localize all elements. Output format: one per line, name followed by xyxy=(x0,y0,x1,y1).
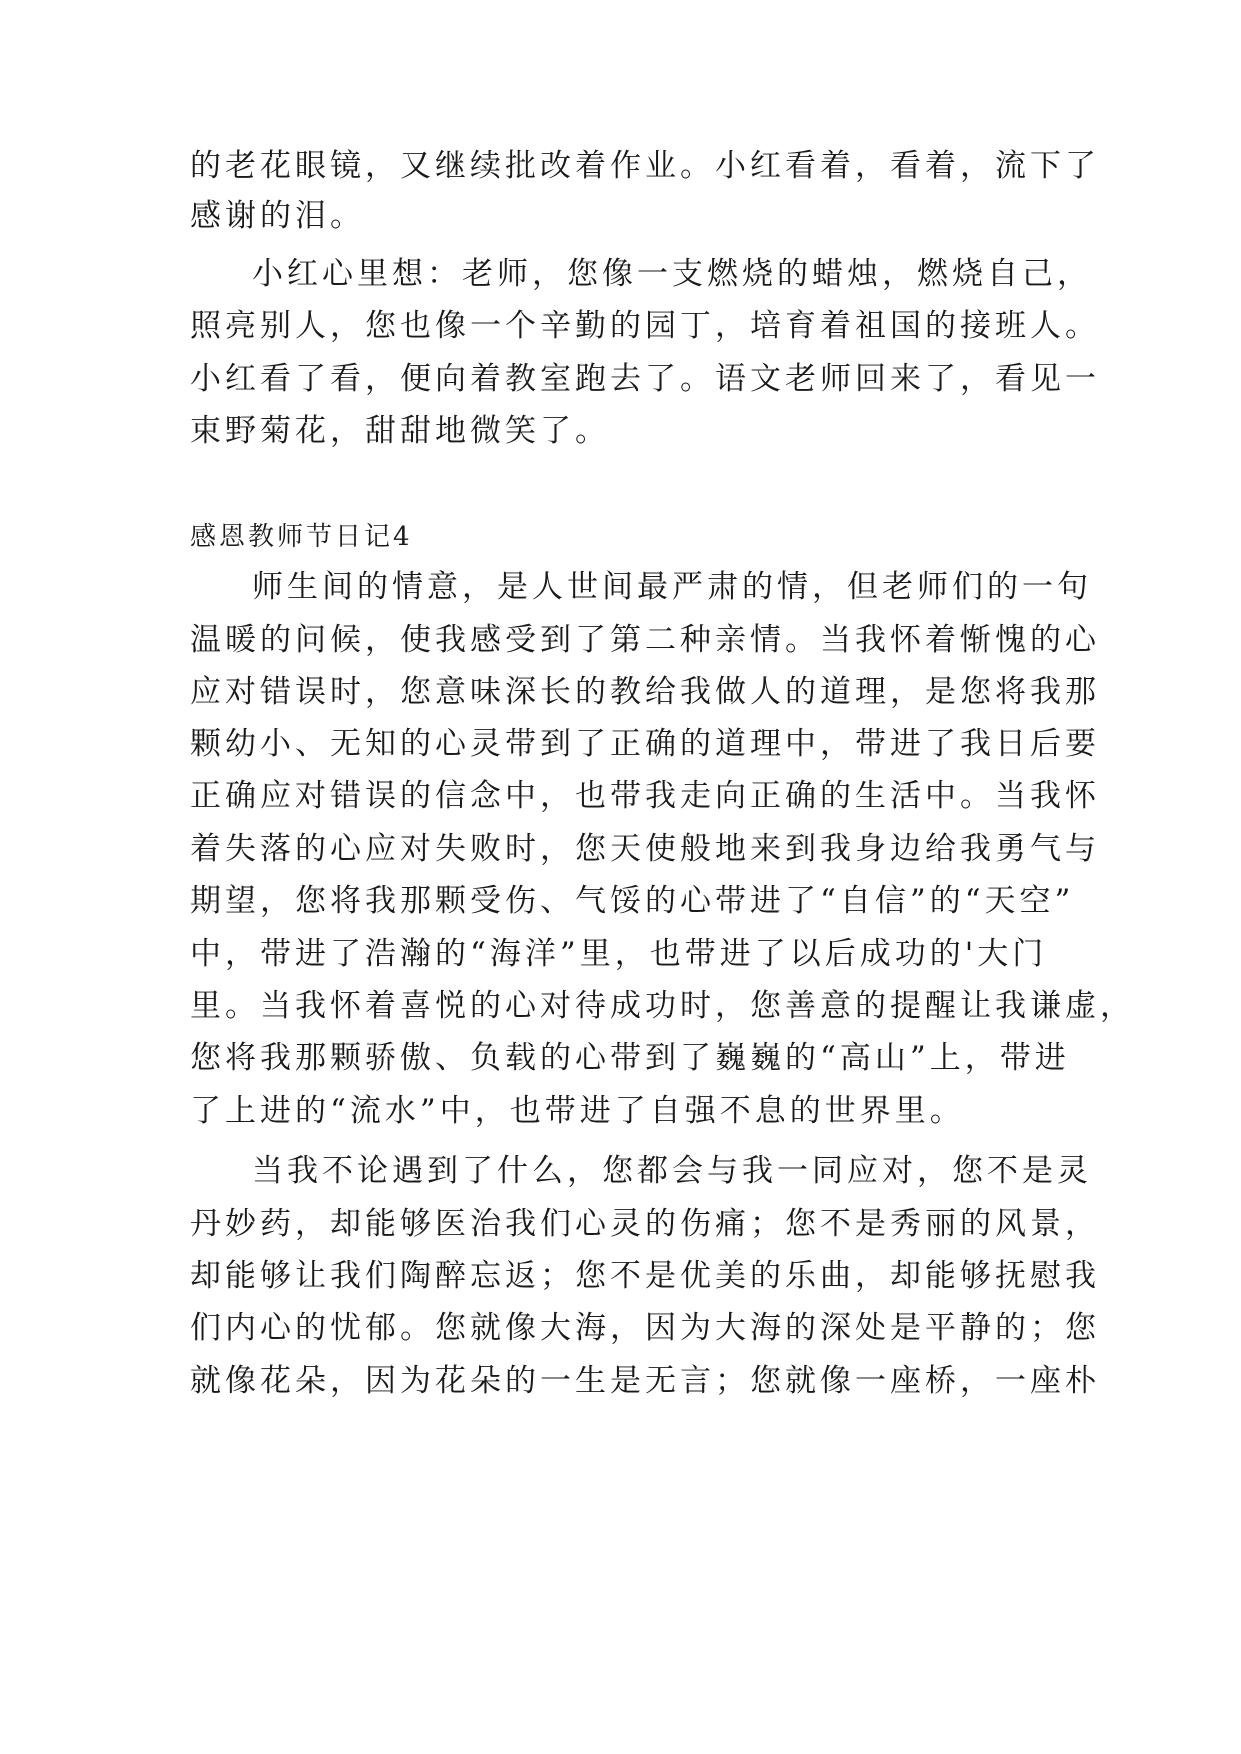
paragraph-line: 们内心的忧郁。您就像大海，因为大海的深处是平静的；您 xyxy=(190,1310,1100,1346)
paragraph-line: 正确应对错误的信念中，也带我走向正确的生活中。当我怀 xyxy=(190,778,1100,814)
paragraph-line: 中，带进了浩瀚的“海洋”里，也带进了以后成功的'大门 xyxy=(190,936,1048,972)
paragraph-line: 着失落的心应对失败时，您天使般地来到我身边给我勇气与 xyxy=(190,831,1100,867)
paragraph-line: 温暖的问候，使我感受到了第二种亲情。当我怀着惭愧的心 xyxy=(190,622,1100,658)
paragraph-line: 却能够让我们陶醉忘返；您不是优美的乐曲，却能够抚慰我 xyxy=(190,1258,1100,1294)
paragraph-line: 小红心里想：老师，您像一支燃烧的蜡烛，燃烧自己， xyxy=(252,256,1092,292)
paragraph-line: 了上进的“流水”中，也带进了自强不息的世界里。 xyxy=(190,1093,965,1129)
paragraph-line: 的老花眼镜，又继续批改着作业。小红看着，看着，流下了 xyxy=(190,148,1100,184)
paragraph-line: 丹妙药，却能够医治我们心灵的伤痛；您不是秀丽的风景， xyxy=(190,1206,1100,1242)
paragraph-line: 就像花朵，因为花朵的一生是无言；您就像一座桥，一座朴 xyxy=(190,1363,1100,1399)
section-heading: 感恩教师节日记4 xyxy=(190,522,413,552)
paragraph-line: 感谢的泪。 xyxy=(190,198,365,234)
paragraph-line: 里。当我怀着喜悦的心对待成功时，您善意的提醒让我谦虚， xyxy=(190,988,1135,1024)
paragraph-line: 您将我那颗骄傲、负载的心带到了巍巍的“高山”上，带进 xyxy=(190,1040,1070,1076)
paragraph-line: 束野菊花，甜甜地微笑了。 xyxy=(190,413,610,449)
paragraph-line: 期望，您将我那颗受伤、气馁的心带进了“自信”的“天空” xyxy=(190,883,1075,919)
paragraph-line: 师生间的情意，是人世间最严肃的情，但老师们的一句 xyxy=(252,569,1092,605)
paragraph-line: 照亮别人，您也像一个辛勤的园丁，培育着祖国的接班人。 xyxy=(190,308,1100,344)
paragraph-line: 颗幼小、无知的心灵带到了正确的道理中，带进了我日后要 xyxy=(190,726,1100,762)
paragraph-line: 小红看了看，便向着教室跑去了。语文老师回来了，看见一 xyxy=(190,361,1100,397)
paragraph-line: 应对错误时，您意味深长的教给我做人的道理，是您将我那 xyxy=(190,674,1100,710)
paragraph-line: 当我不论遇到了什么，您都会与我一同应对，您不是灵 xyxy=(252,1153,1092,1189)
